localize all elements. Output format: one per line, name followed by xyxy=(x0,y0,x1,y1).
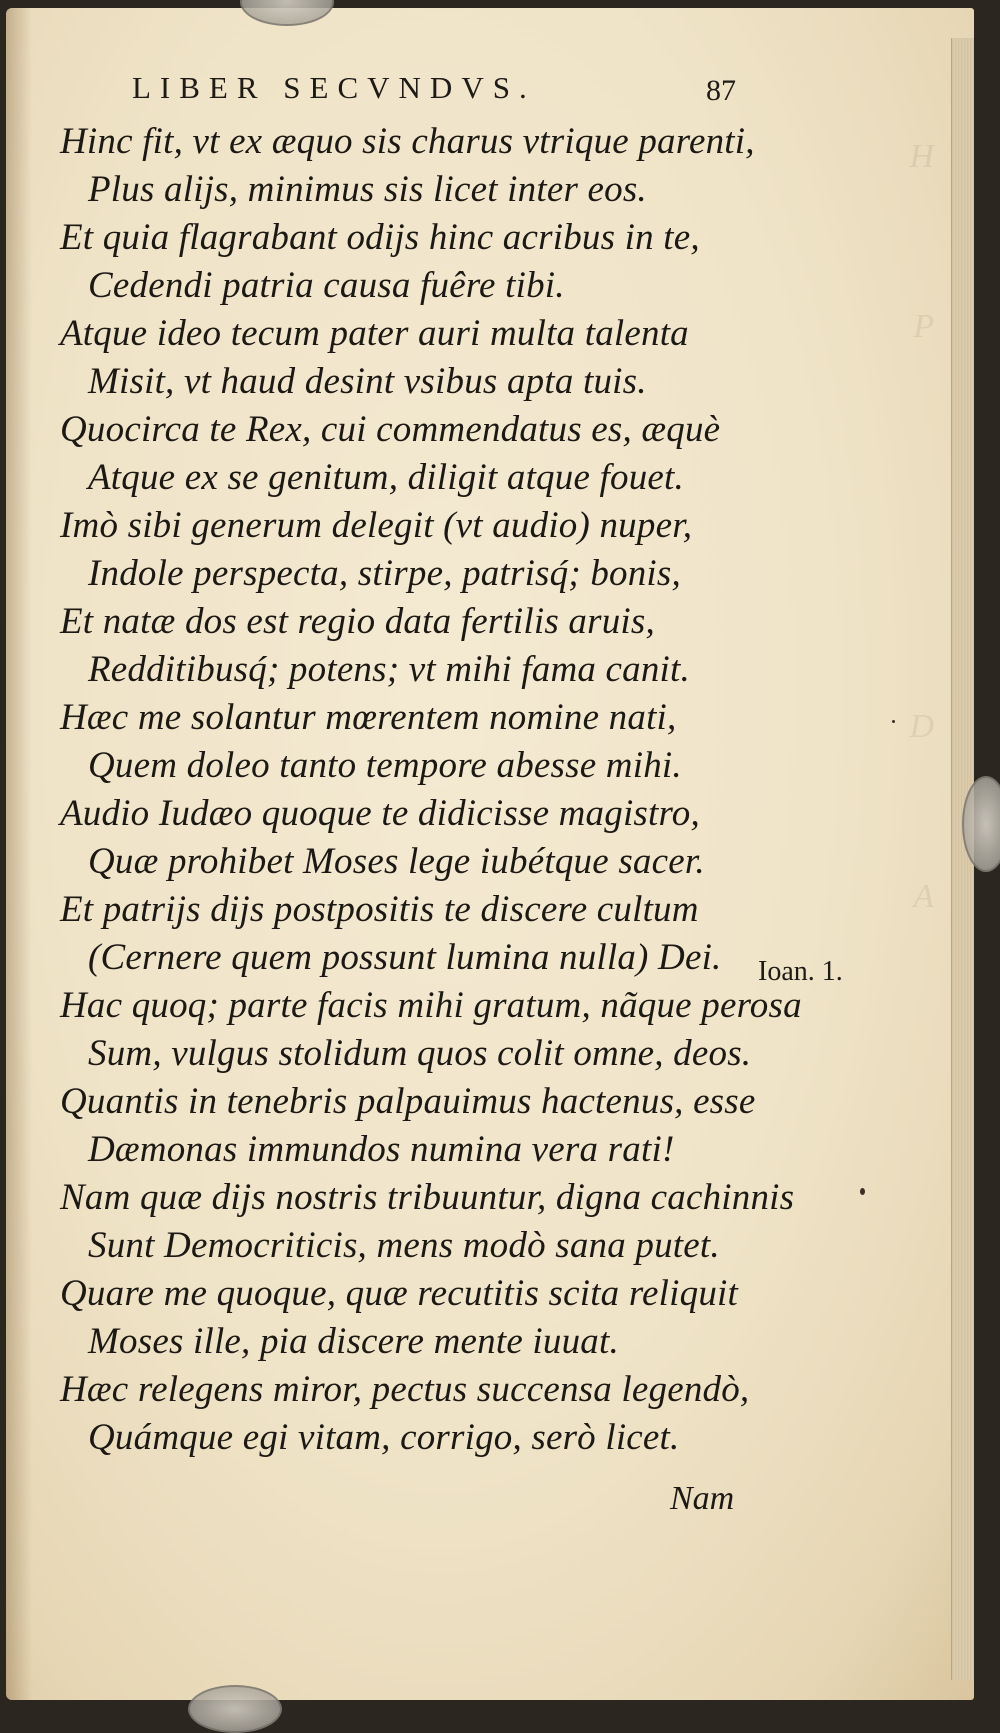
verse-line-4: Cedendi patria causa fuêre tibi. xyxy=(88,265,565,306)
verse-line-18: (Cernere quem possunt lumina nulla) Dei. xyxy=(88,937,722,978)
show-through-text: P xyxy=(913,308,934,345)
verse-line-15: Audio Iudæo quoque te didicisse magistro, xyxy=(60,793,700,834)
verse-line-2: Plus alijs, minimus sis licet inter eos. xyxy=(88,169,647,210)
ink-speck xyxy=(860,1188,865,1195)
verse-line-5: Atque ideo tecum pater auri multa talenta xyxy=(60,313,689,354)
verse-line-27: Hæc relegens miror, pectus succensa legendò, xyxy=(60,1369,750,1410)
verse-line-20: Sum, vulgus stolidum quos colit omne, deos. xyxy=(88,1033,752,1074)
show-through-text: A xyxy=(913,878,934,915)
catchword: Nam xyxy=(670,1480,735,1517)
verse-line-11: Et natæ dos est regio data fertilis aruis, xyxy=(60,601,655,642)
marginal-note: Ioan. 1. xyxy=(758,956,843,987)
verse-line-19: Hac quoq; parte facis mihi gratum, nãque perosa xyxy=(60,985,802,1026)
running-header: LIBER SECVNDVS. xyxy=(132,70,536,105)
verse-line-17: Et patrijs dijs postpositis te discere cultum xyxy=(60,889,699,930)
verse-line-12: Redditibusq́; potens; vt mihi fama canit. xyxy=(88,649,690,690)
verse-line-21: Quantis in tenebris palpauimus hactenus, esse xyxy=(60,1081,756,1122)
verse-line-16: Quæ prohibet Moses lege iubétque sacer. xyxy=(88,841,705,882)
verse-line-3: Et quia flagrabant odijs hinc acribus in te, xyxy=(60,217,700,258)
ink-speck xyxy=(892,720,895,723)
verse-line-28: Quámque egi vitam, corrigo, serò licet. xyxy=(88,1417,680,1458)
folio-number: 87 xyxy=(706,74,736,107)
show-through-text: D xyxy=(909,708,934,745)
verse-line-26: Moses ille, pia discere mente iuuat. xyxy=(88,1321,619,1362)
verse-line-6: Misit, vt haud desint vsibus apta tuis. xyxy=(88,361,647,402)
verse-line-1: Hinc fit, vt ex æquo sis charus vtrique parenti, xyxy=(60,121,755,162)
book-page xyxy=(6,8,974,1700)
verse-line-23: Nam quæ dijs nostris tribuuntur, digna cachinnis xyxy=(60,1177,795,1218)
page-clip-bottom xyxy=(188,1685,282,1733)
show-through-text: H xyxy=(909,138,934,175)
verse-line-14: Quem doleo tanto tempore abesse mihi. xyxy=(88,745,682,786)
verse-line-10: Indole perspecta, stirpe, patrisq́; bonis, xyxy=(88,553,681,594)
verse-line-13: Hæc me solantur mœrentem nomine nati, xyxy=(60,697,677,738)
verse-line-25: Quare me quoque, quæ recutitis scita reliquit xyxy=(60,1273,738,1314)
verse-line-9: Imò sibi generum delegit (vt audio) nuper, xyxy=(60,505,693,546)
verse-line-22: Dæmonas immundos numina vera rati! xyxy=(88,1129,675,1170)
verse-line-7: Quocirca te Rex, cui commendatus es, æquè xyxy=(60,409,721,450)
verse-line-8: Atque ex se genitum, diligit atque fouet. xyxy=(88,457,684,498)
verse-line-24: Sunt Democriticis, mens modò sana putet. xyxy=(88,1225,720,1266)
